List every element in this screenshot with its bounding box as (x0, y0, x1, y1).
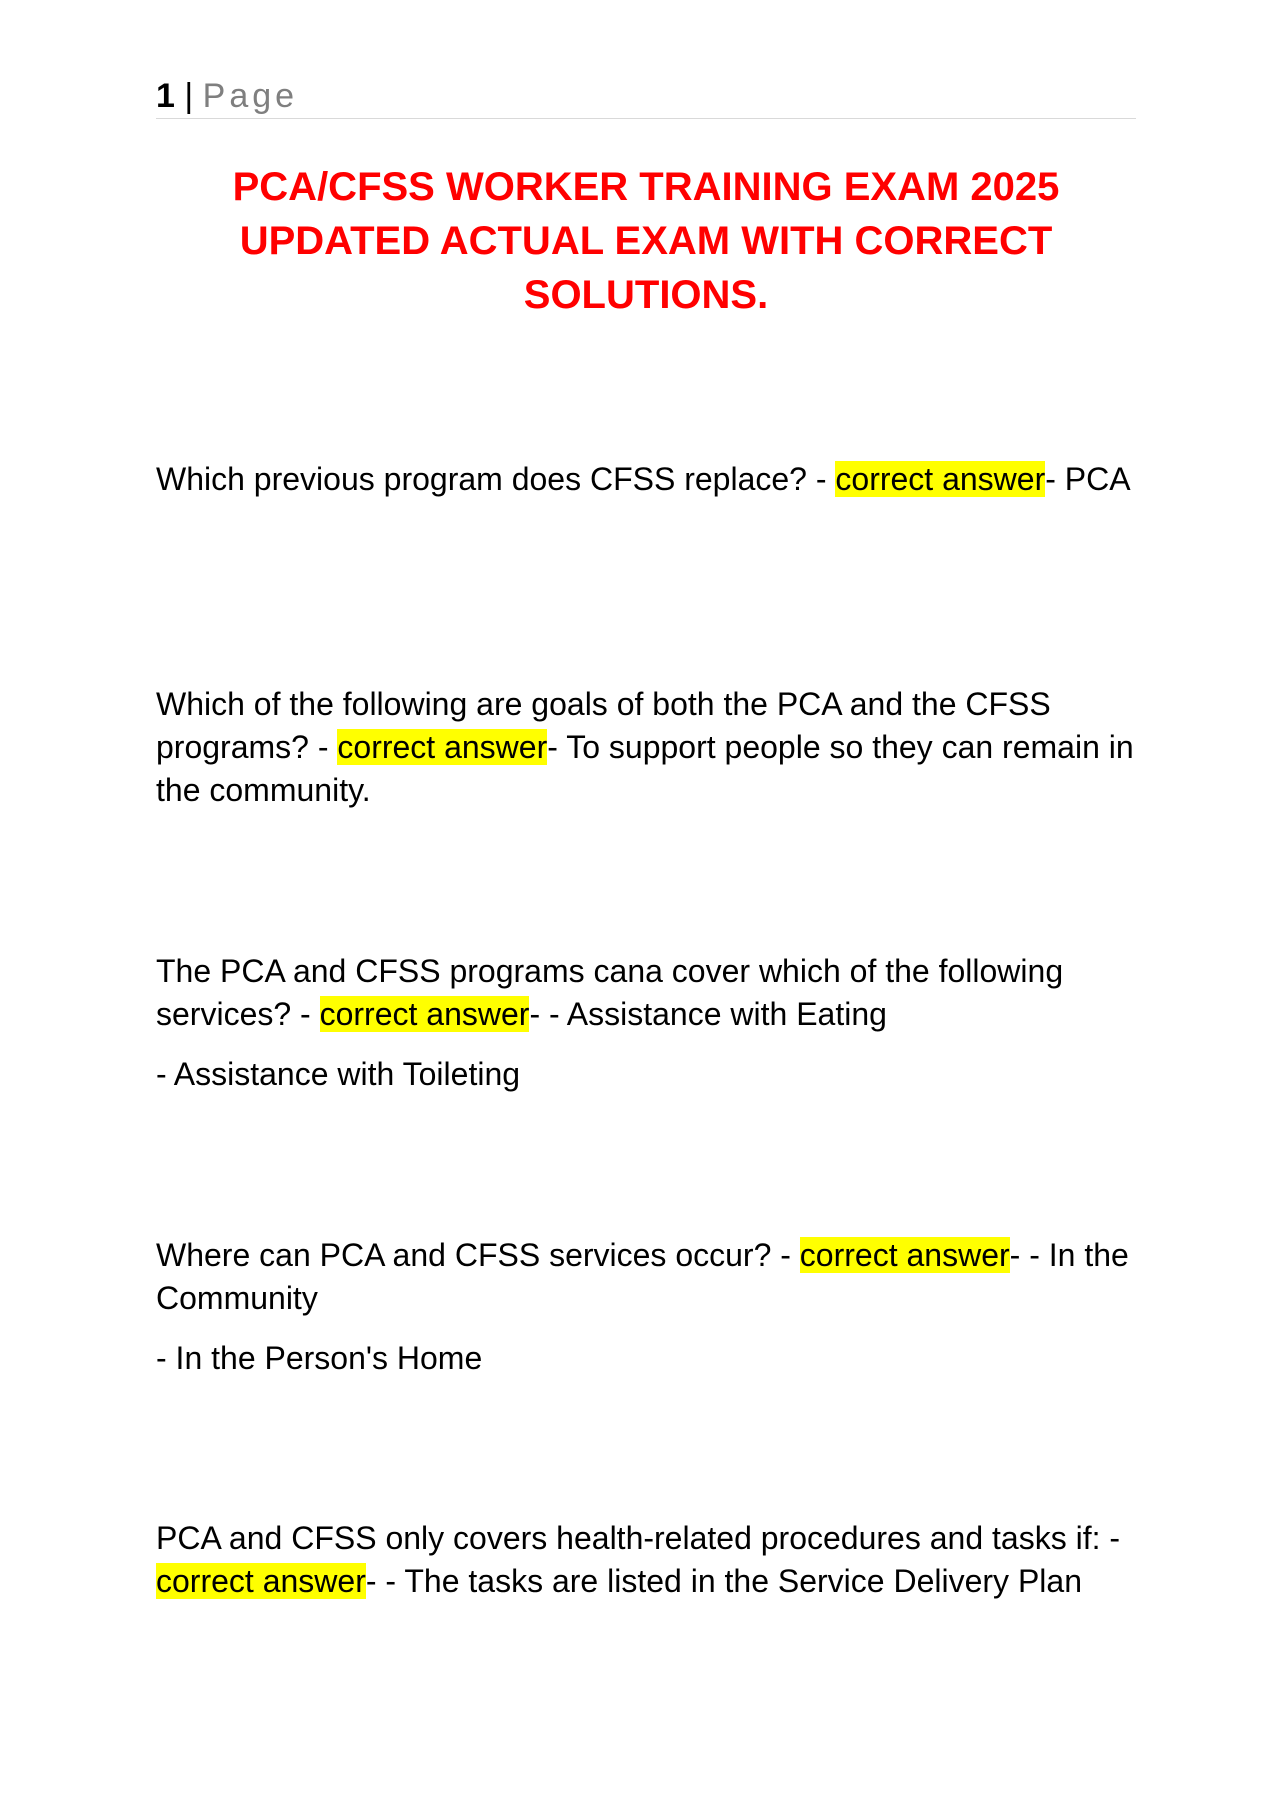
qa-text (156, 950, 1136, 1036)
qa-text (156, 458, 1136, 501)
answer-text: - - Assistance with Eating (529, 996, 887, 1032)
qa-item (156, 1517, 1136, 1603)
title-line: PCA/CFSS WORKER TRAINING EXAM 2025 (232, 165, 1060, 209)
answer-text: - - In the Community (156, 1237, 1129, 1316)
page-separator: | (184, 77, 194, 115)
correct-answer-highlight: correct answer (319, 996, 530, 1032)
page-number: 1 (156, 77, 175, 115)
correct-answer-highlight: correct answer (337, 729, 548, 765)
correct-answer-highlight: correct answer (799, 1237, 1010, 1273)
title-line: UPDATED ACTUAL EXAM WITH CORRECT (239, 219, 1053, 263)
qa-text (156, 683, 1136, 812)
correct-answer-highlight: correct answer (156, 1563, 366, 1599)
question-text: PCA and CFSS only covers health-related procedures and tasks if: - (156, 1520, 1121, 1556)
answer-extra-line: - In the Person's Home (156, 1340, 483, 1376)
answer-extra-line: - Assistance with Toileting (156, 1056, 521, 1092)
answer-text: - - The tasks are listed in the Service Delivery Plan (365, 1563, 1082, 1599)
qa-item (156, 458, 1136, 501)
answer-text: - PCA (1045, 461, 1131, 497)
question-text: The PCA and CFSS programs cana cover which of the following services? - (156, 953, 1064, 1032)
correct-answer-highlight: correct answer (835, 461, 1046, 497)
qa-text (156, 1517, 1136, 1603)
question-text: Which previous program does CFSS replace? - (156, 461, 836, 497)
answer-text: - To support people so they can remain in the community. (156, 729, 1134, 808)
page-label: Page (202, 77, 299, 115)
question-text: Where can PCA and CFSS services occur? - (156, 1237, 800, 1273)
qa-item (156, 1234, 1136, 1380)
title-line: SOLUTIONS. (523, 273, 769, 317)
question-text: Which of the following are goals of both the PCA and the CFSS programs? - (156, 686, 1051, 765)
qa-item (156, 683, 1136, 812)
qa-item (156, 950, 1136, 1096)
qa-text (156, 1234, 1136, 1320)
document-title (156, 160, 1136, 322)
page-header (156, 74, 1136, 119)
